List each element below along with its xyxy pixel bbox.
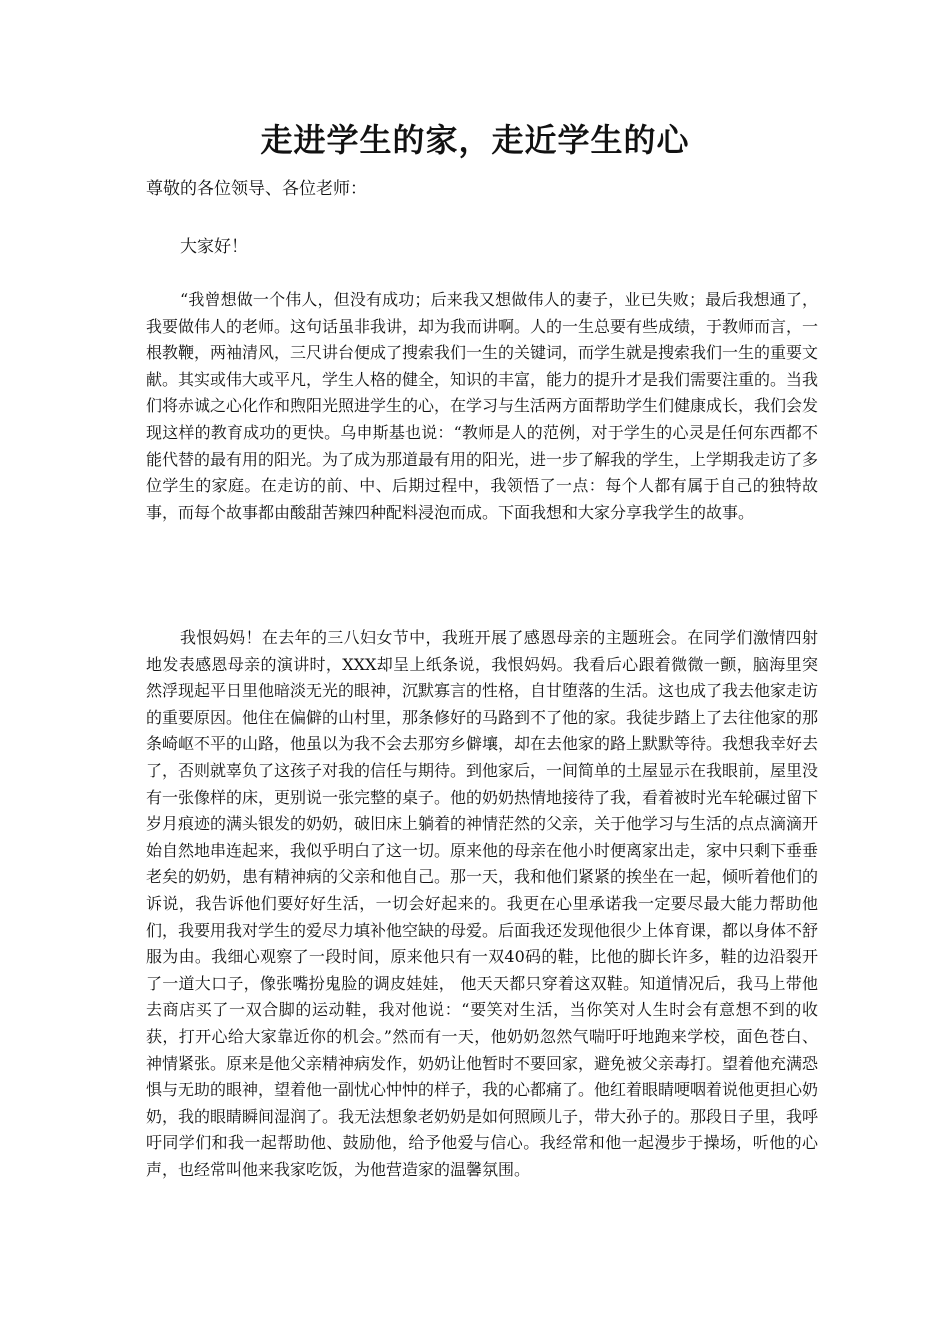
document-title: 走进学生的家，走近学生的心 bbox=[260, 121, 690, 159]
greeting: 大家好！ bbox=[180, 237, 248, 257]
salutation: 尊敬的各位领导、各位老师： bbox=[146, 179, 367, 199]
paragraph-story: 我恨妈妈！在去年的三八妇女节中，我班开展了感恩母亲的主题班会。在同学们激情四射地发表感恩母亲的演讲时，XXX却呈上纸条说，我恨妈妈。我看后心跟着微微一颤，脑海里突然浮现起平日里他暗淡无光的眼神，沉默寡言的性格，自甘堕落的生活。这也成了我去他家走访的重要原因。他住在偏僻的山村里，那条修好的马路到不了他的家。我徒步踏上了去往他家的那条崎岖不平的山路，他虽以为我不会去那穷乡僻壤，却在去他家的路上默默等待。我想我幸好去了，否则就辜负了这孩子对我的信任与期待。到他家后，一间简单的土屋显示在我眼前，屋里没有一张像样的床，更别说一张完整的桌子。他的奶奶热情地接待了我，看着被时光车轮碾过留下岁月痕迹的满头银发的奶奶，破旧床上躺着的神情茫然的父亲，关于他学习与生活的点点滴滴开始自然地串连起来，我似乎明白了这一切。原来他的母亲在他小时便离家出走，家中只剩下垂垂老矣的奶奶，患有精神病的父亲和他自己。那一天，我和他们紧紧的挨坐在一起，倾听着他们的诉说，我告诉他们要好好生活，一切会好起来的。我更在心里承诺我一定要尽最大能力帮助他们，我要用我对学生的爱尽力填补他空缺的母爱。后面我还发现他很少上体育课，都以身体不舒服为由。我细心观察了一段时间，原来他只有一双40码的鞋，比他的脚长许多，鞋的边沿裂开了一道大口子，像张嘴扮鬼脸的调皮娃娃， 他天天都只穿着这双鞋。知道情况后，我马上带他去商店买了一双合脚的运动鞋，我对他说：“要笑对生活，当你笑对人生时会有意想不到的收获，打开心给大家靠近你的机会。”然而有一天，他奶奶忽然气喘吁吁地跑来学校，面色苍白、神情紧张。原来是他父亲精神病发作，奶奶让他暂时不要回家，避免被父亲毒打。望着他充满恐惧与无助的眼神，望着他一副忧心忡忡的样子，我的心都痛了。他红着眼睛哽咽着说他更担心奶奶，我的眼睛瞬间湿润了。我无法想象老奶奶是如何照顾儿子，带大孙子的。那段日子里，我呼吁同学们和我一起帮助他、鼓励他，给予他爱与信心。我经常和他一起漫步于操场，听他的心声，也经常叫他来我家吃饭，为他营造家的温馨氛围。 bbox=[146, 628, 819, 1179]
paragraph-intro: “我曾想做一个伟人，但没有成功；后来我又想做伟人的妻子，业已失败；最后我想通了，我要做伟人的老师。这句话虽非我讲，却为我而讲啊。人的一生总要有些成绩，于教师而言，一根教鞭，两袖清风，三尺讲台便成了搜索我们一生的关键词，而学生就是搜索我们一生的重要文献。其实或伟大或平凡，学生人格的健全，知识的丰富，能力的提升才是我们需要注重的。当我们将赤诚之心化作和煦阳光照进学生的心，在学习与生活两方面帮助学生们健康成长，我们会发现这样的教育成功的更快。乌申斯基也说：“教师是人的范例，对于学生的心灵是任何东西都不能代替的最有用的阳光。为了成为那道最有用的阳光，进一步了解我的学生，上学期我走访了多位学生的家庭。在走访的前、中、后期过程中，我领悟了一点：每个人都有属于自己的独特故事，而每个故事都由酸甜苦辣四种配料浸泡而成。下面我想和大家分享我学生的故事。 bbox=[146, 290, 819, 522]
